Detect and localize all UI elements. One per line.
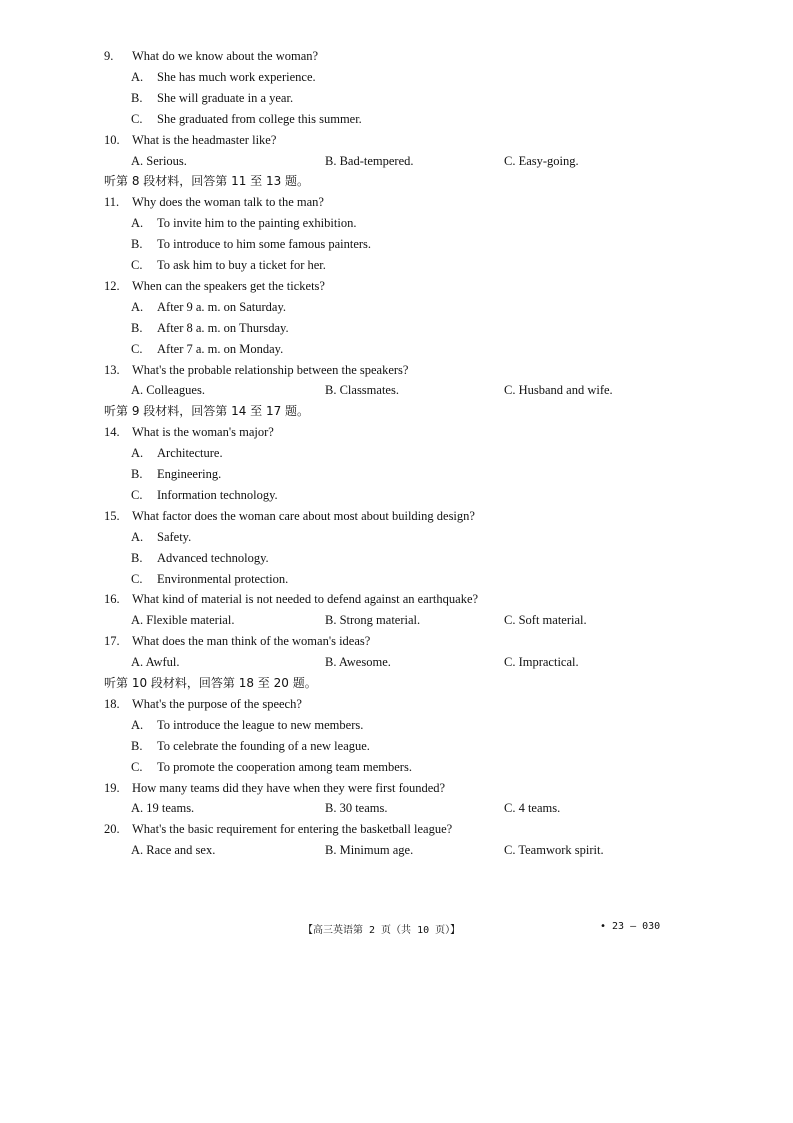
question-number: 17. [104, 634, 120, 648]
option-text: To ask him to buy a ticket for her. [157, 258, 326, 272]
option-text: After 9 a. m. on Saturday. [157, 300, 287, 314]
answer-option: A. Awful. [131, 655, 180, 669]
answer-option [131, 69, 316, 85]
option-text: Information technology. [157, 488, 278, 502]
answer-option [131, 550, 269, 566]
option-letter: B. [131, 551, 143, 565]
question-number: 16. [104, 592, 120, 606]
option-text: Architecture. [157, 446, 223, 460]
option-text: To celebrate the founding of a new league. [157, 739, 370, 753]
question-text: Why does the woman talk to the man? [132, 195, 324, 209]
question [104, 696, 302, 712]
question [104, 48, 318, 64]
answer-option [131, 445, 223, 461]
option-text: After 7 a. m. on Monday. [157, 342, 284, 356]
option-text: She graduated from college this summer. [157, 112, 362, 126]
answer-option [131, 299, 286, 315]
answer-option: C. 4 teams. [504, 801, 561, 815]
answer-option: B. Classmates. [325, 383, 399, 397]
question-text: What's the purpose of the speech? [132, 697, 302, 711]
option-text: To introduce to him some famous painters. [157, 237, 372, 251]
inline-options [131, 612, 651, 628]
option-text: To introduce the league to new members. [157, 718, 364, 732]
answer-option [131, 341, 283, 357]
question-number: 18. [104, 697, 120, 711]
option-letter: A. [131, 300, 144, 314]
option-letter: B. [131, 321, 143, 335]
question [104, 132, 276, 148]
question [104, 821, 452, 837]
answer-option [131, 111, 362, 127]
inline-options [131, 842, 651, 858]
option-letter: C. [131, 342, 143, 356]
question-number: 14. [104, 425, 120, 439]
question [104, 633, 370, 649]
answer-option: C. Husband and wife. [504, 383, 613, 397]
answer-option [131, 320, 289, 336]
answer-option [131, 487, 278, 503]
inline-options [131, 153, 651, 169]
answer-option: B. Minimum age. [325, 843, 414, 857]
option-letter: B. [131, 237, 143, 251]
option-text: Engineering. [157, 467, 222, 481]
answer-option: B. Strong material. [325, 613, 421, 627]
option-letter: C. [131, 760, 143, 774]
question-text: What kind of material is not needed to defend against an earthquake? [132, 592, 479, 606]
option-text: She has much work experience. [157, 70, 316, 84]
answer-option [131, 717, 363, 733]
option-letter: B. [131, 91, 143, 105]
answer-option: C. Teamwork spirit. [504, 843, 604, 857]
question-text: What factor does the woman care about most about building design? [132, 509, 475, 523]
section-instruction: 听第 10 段材料，回答第 18 至 20 题。 [104, 676, 317, 690]
answer-option [131, 90, 293, 106]
page-code: • 23 — 030 [600, 921, 661, 932]
option-letter: B. [131, 467, 143, 481]
question-text: What does the man think of the woman's ideas? [132, 634, 371, 648]
option-text: After 8 a. m. on Thursday. [157, 321, 289, 335]
inline-options [131, 382, 651, 398]
answer-option: A. Flexible material. [131, 613, 235, 627]
question [104, 362, 408, 378]
option-letter: B. [131, 739, 143, 753]
question-number: 9. [104, 49, 114, 63]
option-text: Safety. [157, 530, 192, 544]
section-instruction: 听第 9 段材料，回答第 14 至 17 题。 [104, 404, 310, 418]
option-text: To invite him to the painting exhibition. [157, 216, 357, 230]
question-text: What's the probable relationship between the speakers? [132, 363, 409, 377]
answer-option [131, 236, 371, 252]
option-text: She will graduate in a year. [157, 91, 294, 105]
answer-option: C. Soft material. [504, 613, 587, 627]
question [104, 780, 445, 796]
question-text: What do we know about the woman? [132, 49, 319, 63]
option-letter: A. [131, 718, 144, 732]
question-text: What is the headmaster like? [132, 133, 277, 147]
answer-option: A. Colleagues. [131, 383, 205, 397]
answer-option [131, 571, 288, 587]
option-letter: A. [131, 70, 144, 84]
option-letter: A. [131, 530, 144, 544]
section-instruction: 听第 8 段材料，回答第 11 至 13 题。 [104, 174, 310, 188]
answer-option: A. 19 teams. [131, 801, 195, 815]
question-text: How many teams did they have when they were first founded? [132, 781, 446, 795]
question-number: 15. [104, 509, 120, 523]
question-number: 19. [104, 781, 120, 795]
option-letter: A. [131, 216, 144, 230]
answer-option [131, 738, 370, 754]
question-number: 10. [104, 133, 120, 147]
question-text: What's the basic requirement for entering the basketball league? [132, 822, 453, 836]
option-text: To promote the cooperation among team members. [157, 760, 412, 774]
option-letter: C. [131, 112, 143, 126]
answer-option: B. 30 teams. [325, 801, 388, 815]
answer-option [131, 257, 326, 273]
question [104, 424, 274, 440]
answer-option [131, 529, 191, 545]
answer-option: C. Easy-going. [504, 154, 579, 168]
question [104, 194, 324, 210]
question [104, 591, 478, 607]
option-text: Advanced technology. [157, 551, 269, 565]
option-letter: A. [131, 446, 144, 460]
question-number: 20. [104, 822, 120, 836]
question-text: When can the speakers get the tickets? [132, 279, 325, 293]
question-number: 11. [104, 195, 120, 209]
option-text: Environmental protection. [157, 572, 289, 586]
option-letter: C. [131, 572, 143, 586]
answer-option: B. Bad-tempered. [325, 154, 414, 168]
option-letter: C. [131, 258, 143, 272]
inline-options [131, 800, 651, 816]
answer-option: C. Impractical. [504, 655, 579, 669]
option-letter: C. [131, 488, 143, 502]
question-text: What is the woman's major? [132, 425, 274, 439]
question-number: 13. [104, 363, 120, 377]
question [104, 278, 325, 294]
answer-option [131, 466, 221, 482]
question [104, 508, 475, 524]
inline-options [131, 654, 651, 670]
page-footer-label: 【高三英语第 2 页（共 10 页）】 [303, 925, 461, 936]
answer-option: B. Awesome. [325, 655, 391, 669]
answer-option: A. Race and sex. [131, 843, 216, 857]
question-number: 12. [104, 279, 120, 293]
answer-option [131, 215, 356, 231]
answer-option [131, 759, 412, 775]
answer-option: A. Serious. [131, 154, 187, 168]
